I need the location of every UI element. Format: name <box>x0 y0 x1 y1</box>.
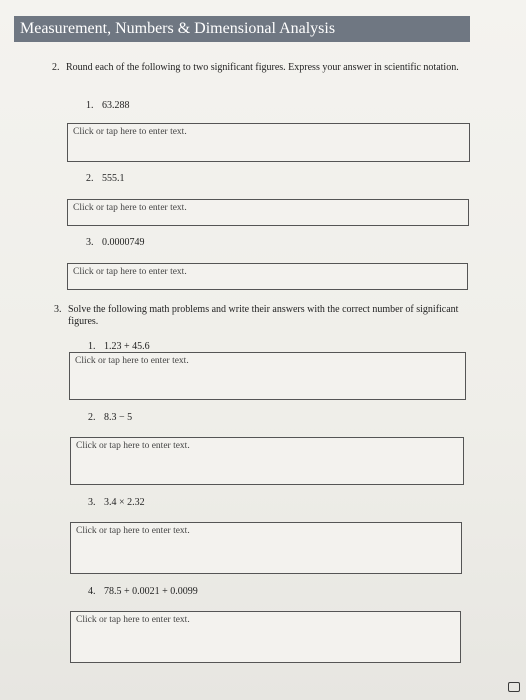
q3-item-2 <box>88 412 132 424</box>
q3-item-3-value: 3.4 × 2.32 <box>104 497 145 508</box>
q3-item-1-number: 1. <box>88 341 96 352</box>
expand-icon[interactable] <box>508 682 520 692</box>
q3-answer-field-2[interactable] <box>70 437 464 485</box>
question-3-text: Solve the following math problems and write their answers with the correct number of significant figures. <box>68 304 459 327</box>
answer-placeholder: Click or tap here to enter text. <box>76 526 190 536</box>
answer-placeholder: Click or tap here to enter text. <box>73 267 187 277</box>
q3-item-2-number: 2. <box>88 412 96 423</box>
q3-item-1-value: 1.23 + 45.6 <box>104 341 150 352</box>
q3-item-3-number: 3. <box>88 497 96 508</box>
q2-item-1-value: 63.288 <box>102 100 130 111</box>
answer-placeholder: Click or tap here to enter text. <box>75 356 189 366</box>
q3-item-4-number: 4. <box>88 586 96 597</box>
question-2-number: 2. <box>52 62 60 73</box>
question-2 <box>52 62 472 88</box>
q2-item-2 <box>86 173 125 185</box>
q3-answer-field-3[interactable] <box>70 522 462 574</box>
q2-answer-field-2[interactable] <box>67 199 469 226</box>
q2-item-1 <box>86 100 130 112</box>
q3-item-4-value: 78.5 + 0.0021 + 0.0099 <box>104 586 198 597</box>
question-3-number: 3. <box>54 304 62 315</box>
q3-answer-field-4[interactable] <box>70 611 461 663</box>
document-title: Measurement, Numbers & Dimensional Analysis <box>14 16 470 42</box>
q2-item-2-value: 555.1 <box>102 173 125 184</box>
answer-placeholder: Click or tap here to enter text. <box>73 127 187 137</box>
question-2-text: Round each of the following to two significant figures. Express your answer in scientific notation. <box>66 62 459 73</box>
q3-item-2-value: 8.3 − 5 <box>104 412 133 423</box>
q3-answer-field-1[interactable] <box>69 352 466 400</box>
answer-placeholder: Click or tap here to enter text. <box>73 203 187 213</box>
answer-placeholder: Click or tap here to enter text. <box>76 615 190 625</box>
q2-item-3-number: 3. <box>86 237 94 248</box>
q2-answer-field-3[interactable] <box>67 263 468 290</box>
q3-item-3 <box>88 497 145 509</box>
q2-item-2-number: 2. <box>86 173 94 184</box>
q2-item-3 <box>86 237 145 249</box>
q2-answer-field-1[interactable] <box>67 123 470 162</box>
q2-item-3-value: 0.0000749 <box>102 237 145 248</box>
q3-item-4 <box>88 586 198 598</box>
question-3 <box>54 304 474 330</box>
q2-item-1-number: 1. <box>86 100 94 111</box>
answer-placeholder: Click or tap here to enter text. <box>76 441 190 451</box>
